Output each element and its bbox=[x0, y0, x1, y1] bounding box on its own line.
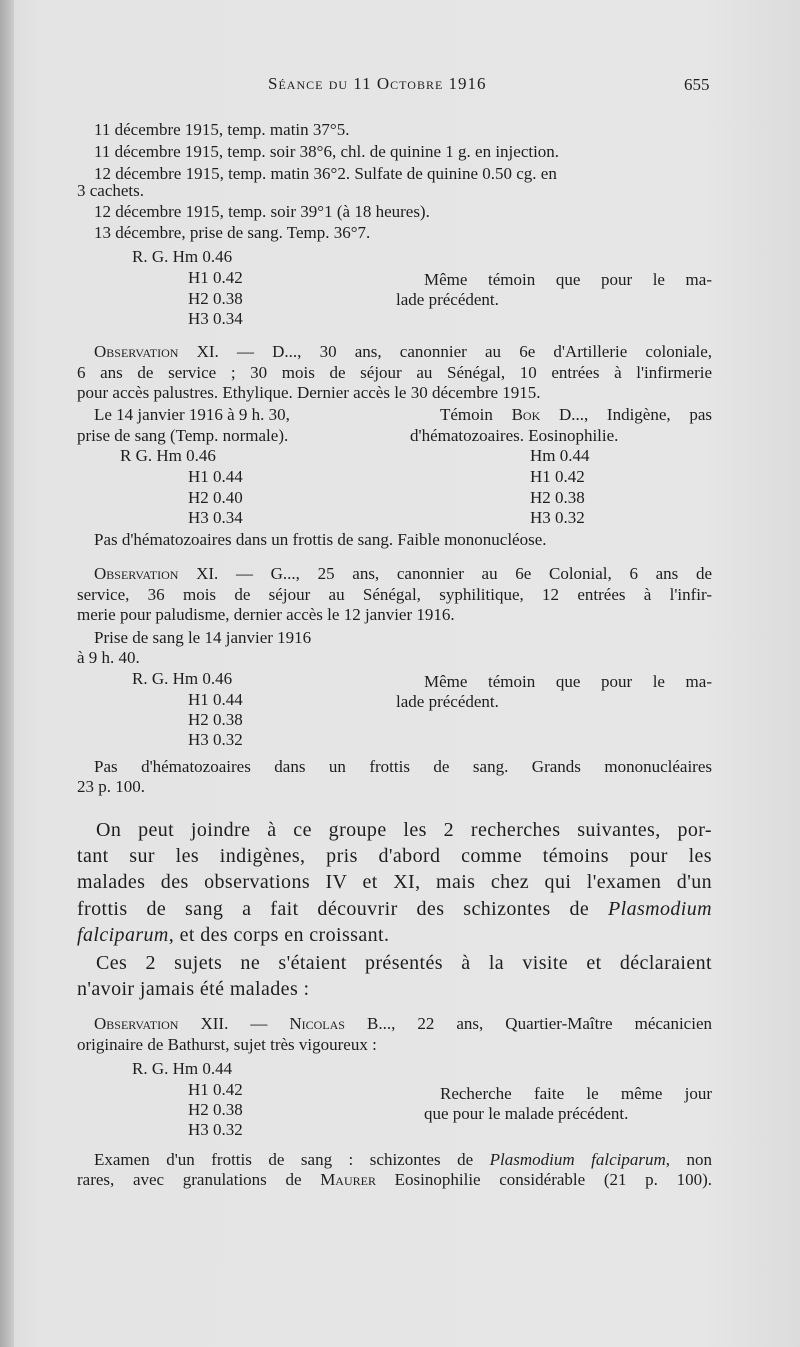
observation-heading bbox=[94, 342, 712, 361]
text-span: Témoin bbox=[440, 405, 512, 424]
person-name: Maurer bbox=[320, 1170, 376, 1189]
observation-label: Observation bbox=[94, 564, 179, 583]
text-line: prise de sang (Temp. normale). bbox=[77, 426, 289, 445]
table-row: Hm 0.44 bbox=[530, 446, 590, 465]
table-note: Recherche faite le même jour bbox=[440, 1084, 712, 1103]
text-span: , et des corps en croissant. bbox=[168, 924, 390, 946]
table-row: H2 0.38 bbox=[530, 488, 585, 507]
text-line bbox=[440, 405, 712, 424]
observation-heading bbox=[94, 564, 712, 583]
observation-text: XI. — G..., 25 ans, canonnier au 6e Colonial, 6 ans de bbox=[178, 564, 712, 583]
observation-heading bbox=[94, 1014, 712, 1033]
table-row: H2 0.40 bbox=[188, 488, 243, 507]
text-span: frottis de sang a fait découvrir des schizontes de bbox=[77, 898, 608, 920]
text-line: service, 36 mois de séjour au Sénégal, syphilitique, 12 entrées à l'infir- bbox=[77, 585, 712, 604]
species-name: Plasmodium bbox=[608, 898, 712, 920]
table-row: H3 0.34 bbox=[188, 309, 243, 328]
table-row: R. G. Hm 0.46 bbox=[132, 669, 233, 688]
table-row: H3 0.34 bbox=[188, 508, 243, 527]
table-row: H1 0.42 bbox=[188, 1080, 243, 1099]
observation-text: XI. — D..., 30 ans, canonnier au 6e d'Artillerie coloniale, bbox=[178, 342, 712, 361]
body-line bbox=[77, 923, 389, 947]
observation-label: Observation bbox=[94, 1014, 179, 1033]
species-name: Plasmodium falciparum bbox=[489, 1150, 666, 1169]
running-header: Séance du 11 Octobre 1916 bbox=[268, 74, 487, 93]
table-row: H3 0.32 bbox=[530, 508, 585, 527]
text-line: à 9 h. 40. bbox=[77, 648, 140, 667]
page-gutter bbox=[0, 0, 14, 1347]
body-line: malades des observations IV et XI, mais chez qui l'examen d'un bbox=[77, 871, 712, 893]
text-span: Eosinophilie considérable (21 p. 100). bbox=[375, 1170, 713, 1189]
body-line: Ces 2 sujets ne s'étaient présentés à la visite et déclaraient bbox=[96, 952, 712, 974]
table-row: H2 0.38 bbox=[188, 710, 243, 729]
text-span: Examen d'un frottis de sang : schizontes de bbox=[94, 1150, 490, 1169]
page-number: 655 bbox=[684, 75, 710, 94]
table-row: R. G. Hm 0.44 bbox=[132, 1059, 233, 1078]
table-row: H2 0.38 bbox=[188, 289, 243, 308]
table-row: H1 0.44 bbox=[188, 467, 243, 486]
text-line bbox=[94, 1150, 712, 1169]
text-line: d'hématozoaires. Eosinophilie. bbox=[410, 426, 619, 445]
text-line: Prise de sang le 14 janvier 1916 bbox=[94, 628, 312, 647]
text-line: 6 ans de service ; 30 mois de séjour au Sénégal, 10 entrées à l'infirmerie bbox=[77, 363, 712, 382]
text-line: 11 décembre 1915, temp. soir 38°6, chl. de quinine 1 g. en injection. bbox=[94, 142, 560, 161]
table-row: H1 0.44 bbox=[188, 690, 243, 709]
text-span: D..., Indigène, pas bbox=[540, 405, 712, 424]
person-name: Bok bbox=[511, 405, 541, 424]
text-line: Pas d'hématozoaires dans un frottis de sang. Grands mononucléaires bbox=[94, 757, 712, 776]
table-row: H3 0.32 bbox=[188, 1120, 243, 1139]
table-row: H1 0.42 bbox=[530, 467, 585, 486]
text-line bbox=[77, 1170, 712, 1189]
table-note: lade précédent. bbox=[396, 290, 499, 309]
text-line: pour accès palustres. Ethylique. Dernier accès le 30 décembre 1915. bbox=[77, 383, 541, 402]
table-row: H1 0.42 bbox=[188, 268, 243, 287]
person-name: Nicolas bbox=[289, 1014, 345, 1033]
text-line: originaire de Bathurst, sujet très vigoureux : bbox=[77, 1035, 377, 1054]
table-row: R. G. Hm 0.46 bbox=[132, 247, 233, 266]
text-line: 12 décembre 1915, temp. soir 39°1 (à 18 heures). bbox=[94, 202, 430, 221]
text-span: rares, avec granulations de bbox=[77, 1170, 321, 1189]
text-line: Pas d'hématozoaires dans un frottis de sang. Faible mononucléose. bbox=[94, 530, 547, 549]
observation-text: B..., 22 ans, Quartier-Maître mécanicien bbox=[344, 1014, 712, 1033]
table-row: H3 0.32 bbox=[188, 730, 243, 749]
text-line: 23 p. 100. bbox=[77, 777, 145, 796]
table-row: R G. Hm 0.46 bbox=[120, 446, 216, 465]
text-line: 12 décembre 1915, temp. matin 36°2. Sulfate de quinine 0.50 cg. en bbox=[94, 164, 557, 183]
table-row: H2 0.38 bbox=[188, 1100, 243, 1119]
table-note: lade précédent. bbox=[396, 692, 499, 711]
table-note: Même témoin que pour le ma- bbox=[424, 672, 712, 691]
table-note: que pour le malade précédent. bbox=[424, 1104, 629, 1123]
text-span: , non bbox=[665, 1150, 712, 1169]
body-line: On peut joindre à ce groupe les 2 recherches suivantes, por- bbox=[96, 819, 712, 841]
text-line: 3 cachets. bbox=[77, 181, 145, 200]
observation-label: Observation bbox=[94, 342, 179, 361]
table-note: Même témoin que pour le ma- bbox=[424, 270, 712, 289]
text-line: Le 14 janvier 1916 à 9 h. 30, bbox=[94, 405, 290, 424]
text-line: 13 décembre, prise de sang. Temp. 36°7. bbox=[94, 223, 371, 242]
body-line: n'avoir jamais été malades : bbox=[77, 978, 310, 1000]
text-line: 11 décembre 1915, temp. matin 37°5. bbox=[94, 120, 350, 139]
text-line: merie pour paludisme, dernier accès le 12 janvier 1916. bbox=[77, 605, 455, 624]
body-line: tant sur les indigènes, pris d'abord comme témoins pour les bbox=[77, 845, 712, 867]
body-line bbox=[77, 897, 712, 921]
species-name: falciparum bbox=[77, 924, 169, 946]
observation-text: XII. — bbox=[178, 1014, 290, 1033]
